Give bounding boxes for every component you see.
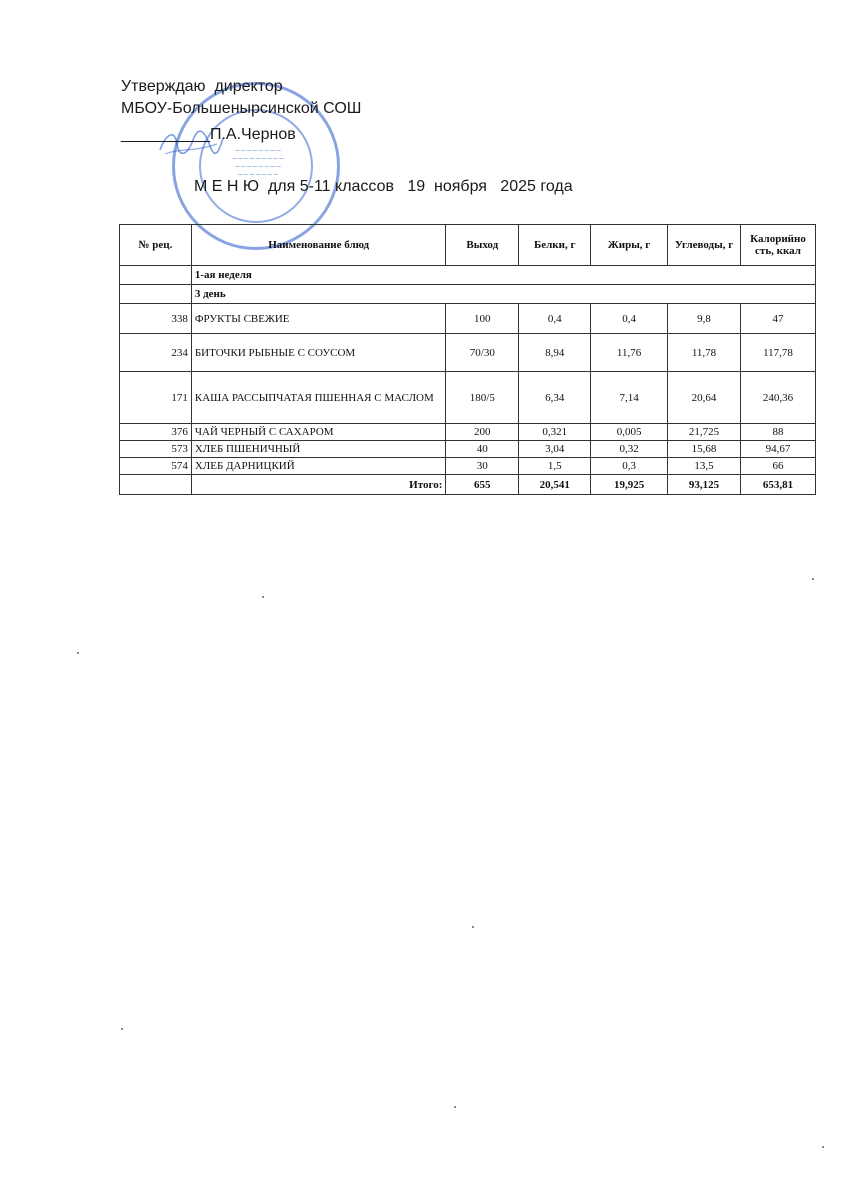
dish-fat: 7,14 [591, 372, 668, 424]
dish-kcal: 117,78 [741, 334, 816, 372]
total-fat: 19,925 [591, 475, 668, 495]
table-row [120, 334, 816, 372]
rec-number: 573 [120, 441, 192, 458]
week-label: 1-ая неделя [191, 266, 815, 285]
col-kcal-header: Калорийно сть, ккал [741, 225, 816, 266]
col-name-header: Наименование блюд [191, 225, 446, 266]
dish-name: ХЛЕБ ПШЕНИЧНЫЙ [191, 441, 446, 458]
dish-name: КАША РАССЫПЧАТАЯ ПШЕННАЯ С МАСЛОМ [191, 372, 446, 424]
table-row [120, 372, 816, 424]
school-name: МБОУ-Большенырсинской СОШ [121, 100, 362, 117]
scan-speck [812, 578, 814, 580]
week-row [120, 266, 816, 285]
table-row [120, 424, 816, 441]
dish-protein: 6,34 [519, 372, 591, 424]
scan-speck [121, 1028, 123, 1030]
col-protein-header: Белки, г [519, 225, 591, 266]
dish-carbs: 11,78 [668, 334, 741, 372]
total-row [120, 475, 816, 495]
dish-name: ФРУКТЫ СВЕЖИЕ [191, 304, 446, 334]
dish-carbs: 21,725 [668, 424, 741, 441]
dish-fat: 0,3 [591, 458, 668, 475]
rec-number: 376 [120, 424, 192, 441]
col-rec-header: № рец. [120, 225, 192, 266]
day-label: 3 день [191, 285, 815, 304]
total-label: Итого: [191, 475, 446, 495]
table-row [120, 458, 816, 475]
scan-speck [262, 596, 264, 598]
rec-number: 574 [120, 458, 192, 475]
dish-kcal: 66 [741, 458, 816, 475]
dish-output: 30 [446, 458, 519, 475]
seal-text: ~~~~~~~~ ~~~~~~~~~ ~~~~~~~~ ~~~~~~~ [231, 147, 285, 179]
scan-speck [822, 1146, 824, 1148]
col-out-header: Выход [446, 225, 519, 266]
dish-kcal: 94,67 [741, 441, 816, 458]
menu-title: М Е Н Ю для 5-11 классов 19 ноября 2025 года [194, 178, 573, 195]
dish-carbs: 15,68 [668, 441, 741, 458]
dish-output: 100 [446, 304, 519, 334]
dish-kcal: 240,36 [741, 372, 816, 424]
dish-fat: 0,32 [591, 441, 668, 458]
col-fat-header: Жиры, г [591, 225, 668, 266]
total-protein: 20,541 [519, 475, 591, 495]
scan-speck [472, 926, 474, 928]
dish-name: ХЛЕБ ДАРНИЦКИЙ [191, 458, 446, 475]
dish-output: 70/30 [446, 334, 519, 372]
dish-output: 200 [446, 424, 519, 441]
dish-fat: 0,005 [591, 424, 668, 441]
total-kcal: 653,81 [741, 475, 816, 495]
director-name: __________П.А.Чернов [121, 126, 296, 143]
menu-table [119, 224, 816, 495]
approve-line: Утверждаю директор [121, 78, 283, 95]
table-header-row [120, 225, 816, 266]
dish-output: 40 [446, 441, 519, 458]
scan-speck [77, 652, 79, 654]
total-carbs: 93,125 [668, 475, 741, 495]
dish-kcal: 47 [741, 304, 816, 334]
table-row [120, 304, 816, 334]
dish-protein: 3,04 [519, 441, 591, 458]
dish-carbs: 9,8 [668, 304, 741, 334]
dish-protein: 8,94 [519, 334, 591, 372]
dish-fat: 11,76 [591, 334, 668, 372]
day-row [120, 285, 816, 304]
dish-fat: 0,4 [591, 304, 668, 334]
dish-name: БИТОЧКИ РЫБНЫЕ С СОУСОМ [191, 334, 446, 372]
dish-kcal: 88 [741, 424, 816, 441]
dish-protein: 0,321 [519, 424, 591, 441]
table-row [120, 441, 816, 458]
dish-protein: 1,5 [519, 458, 591, 475]
scan-speck [454, 1106, 456, 1108]
dish-name: ЧАЙ ЧЕРНЫЙ С САХАРОМ [191, 424, 446, 441]
dish-output: 180/5 [446, 372, 519, 424]
rec-number: 338 [120, 304, 192, 334]
total-output: 655 [446, 475, 519, 495]
rec-number: 234 [120, 334, 192, 372]
dish-protein: 0,4 [519, 304, 591, 334]
dish-carbs: 20,64 [668, 372, 741, 424]
dish-carbs: 13,5 [668, 458, 741, 475]
rec-number: 171 [120, 372, 192, 424]
col-carbs-header: Углеводы, г [668, 225, 741, 266]
